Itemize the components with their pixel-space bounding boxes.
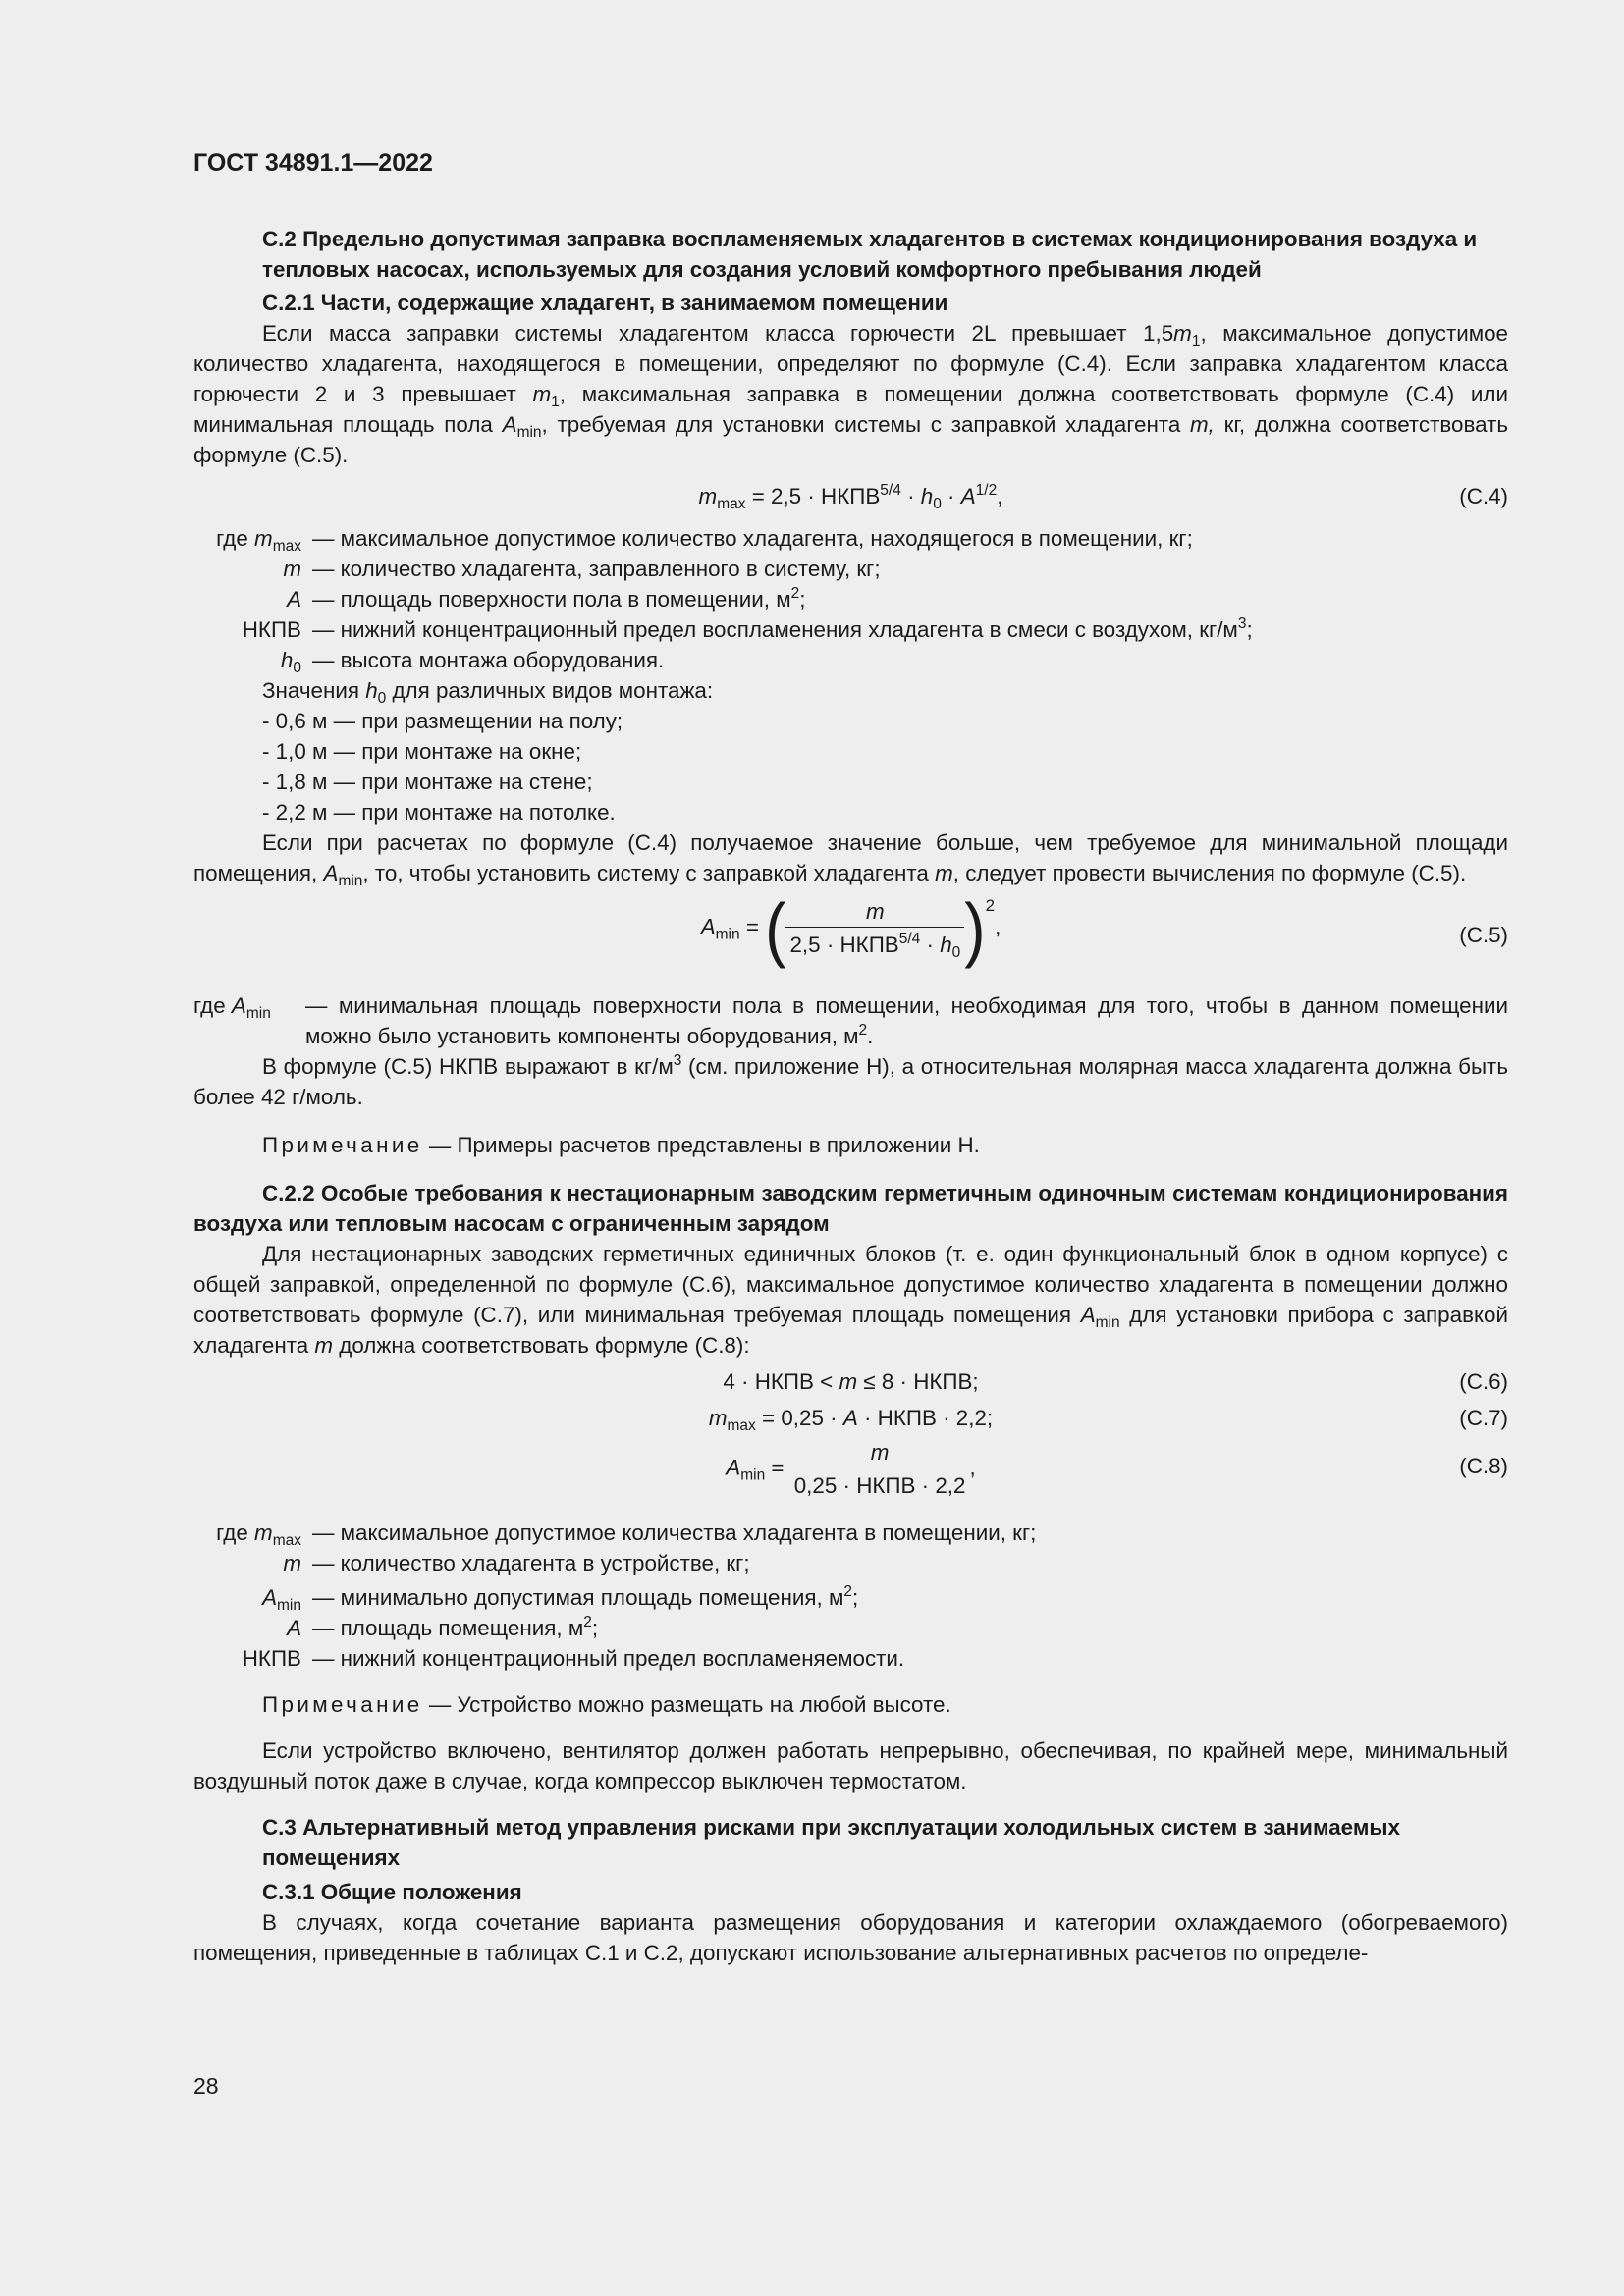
formula-c4-number: (С.4) (1459, 484, 1508, 508)
formula-c4: $m_{max} = 2,5$ · $НКПВ^{5/4} \cdot h_0 \cdot A^{1/2}$, (С.4) (698, 482, 1508, 512)
definition-row: где $m_{max}$ — максимальное допустимое количество хладагента, находящегося в помещении, кг; (216, 526, 1193, 555)
fraction: $\frac{m}{2,5 \cdot НКПВ^{5/4} \cdot h_0}$ (785, 896, 964, 960)
formula-c8: $A_{min}$ = $\frac{m}{\text{0,25 · НКПВ · 2,2}}$ , (С.8) (193, 1437, 1508, 1496)
definition-row: НКПВ — нижний концентрационный предел воспламенения хладагента в смеси с воздухом, $кг/м^3$; (242, 615, 1253, 642)
definition-row: A — площадь помещения, $м^2$; (287, 1614, 599, 1640)
c22-paragraph-1: Для нестационарных заводских герметичных единичных блоков (т. е. один функциональный блок в одном корпусе) с общей заправкой, определенной по формуле (С.6), максимальное допустимое количество хладагента в помещении должно соответствовать формуле (С.7), или минимальная требуемая площадь помещения $A_{min}$ для установки прибора с заправкой хладагента m должна соответствовать формуле (С.8): (193, 1242, 1508, 1358)
formula-c5-number: (С.5) (1459, 923, 1508, 947)
c21-paragraph-2: Если при расчетах по формуле (С.4) получаемое значение больше, чем требуемое для минимальной площади помещения, $A_{min}$, то, чтобы установить систему с заправкой хладагента m, следует провести вычисления по формуле (С.5). (193, 830, 1508, 889)
section-c3-heading: С.3 Альтернативный метод управления рисками при эксплуатации холодильных систем в занимаемых помещениях (262, 1815, 1400, 1870)
definition-row: $A_{min}$ — минимально допустимая площадь помещения, $м^2$; (262, 1583, 859, 1614)
right-paren: ) (964, 887, 986, 969)
c5-definition: где $A_{min}$ — минимальная площадь поверхности пола в помещении, необходимая для того, чтобы в данном помещении можно было установить компоненты оборудования, $м^2$. (193, 993, 1508, 1048)
formula-c6-number: (С.6) (1459, 1369, 1508, 1394)
list-item: - 1,0 м — при монтаже на окне; (262, 739, 582, 764)
fraction: $\frac{m}{\text{0,25 · НКПВ · 2,2}}$ (790, 1437, 970, 1501)
definition-row: $h_0$ — высота монтажа оборудования. (280, 648, 665, 676)
list-item: - 1,8 м — при монтаже на стене; (262, 770, 593, 794)
formula-c7-number: (С.7) (1459, 1406, 1508, 1430)
section-c31-heading: С.3.1 Общие положения (262, 1880, 522, 1904)
definition-row: A — площадь поверхности пола в помещении, $м^2$; (287, 585, 806, 612)
c4-definitions (193, 523, 1508, 675)
c21-paragraph-3: В формуле (С.5) НКПВ выражают в $кг/м^3$ (см. приложение Н), а относительная молярная масса хладагента должна быть более 42 г/моль. (193, 1052, 1508, 1109)
formula-c6: 4 · НКПВ < m ≤ 8 · НКПВ; (С.6) (193, 1366, 1508, 1397)
c21-note: Примечание — Примеры расчетов представлены в приложении Н. (262, 1133, 980, 1157)
list-item: - 0,6 м — при размещении на полу; (262, 709, 623, 733)
definition-row: НКПВ — нижний концентрационный предел воспламеняемости. (242, 1646, 905, 1671)
c22-note: Примечание — Устройство можно размещать на любой высоте. (262, 1692, 951, 1717)
page-number: 28 (193, 2073, 219, 2099)
formula-c8-number: (С.8) (1459, 1454, 1508, 1478)
section-c21-heading: С.2.1 Части, содержащие хладагент, в занимаемом помещении (262, 291, 948, 315)
c21-paragraph-1: Если масса заправки системы хладагентом класса горючести 2L превышает $1,5m_1$, максимальное допустимое количество хладагента, находящегося в помещении, определяют по формуле (С.4). Если заправка хладагентом класса горючести 2 и 3 превышает $m_1$, максимальная заправка в помещении должна соответствовать формуле (С.4) или минимальная площадь пола $A_{min}$, требуемая для установки системы с заправкой хладагента m, кг, должна соответствовать формуле (С.5). (193, 321, 1509, 467)
section-c2-heading: С.2 Предельно допустимая заправка воспламеняемых хладагентов в системах кондиционирования воздуха и тепловых насосах, используемых для создания условий комфортного пребывания людей (262, 227, 1478, 282)
formula-c7: $m_{max} = 0,25 \cdot A$ · НКПВ · 2,2; (С.7) (193, 1403, 1508, 1433)
list-item: - 2,2 м — при монтаже на потолке. (262, 800, 616, 825)
section-c22-heading: С.2.2 Особые требования к нестационарным заводским герметичным одиночным системам кондиционирования воздуха или тепловым насосам с ограниченным зарядом (193, 1181, 1508, 1236)
c31-paragraph-1: В случаях, когда сочетание варианта размещения оборудования и категории охлаждаемого (обогреваемого) помещения, приведенные в таблицах С.1 и С.2, допускают использование альтернативных расчетов по определе- (193, 1910, 1508, 1965)
page-content (193, 224, 1508, 1968)
definition-row: где $m_{max}$ — максимальное допустимое количества хладагента в помещении, кг; (216, 1521, 1037, 1549)
formula-c5: $A_{min}$ = ( $\frac{m}{2,5 \cdot НКПВ^{5/4} \cdot h_0}$ )2, (С.5) (700, 887, 1508, 969)
definition-row: m — количество хладагента, заправленного в систему, кг; (283, 557, 881, 581)
c8-definitions (193, 1518, 1508, 1674)
document-header: ГОСТ 34891.1—2022 (193, 149, 433, 177)
h0-intro: Значения $h_0$ для различных видов монтажа: (262, 678, 714, 707)
left-paren: ( (765, 887, 786, 969)
c22-paragraph-2: Если устройство включено, вентилятор должен работать непрерывно, обеспечивая, по крайней мере, минимальный воздушный поток даже в случае, когда компрессор выключен термостатом. (193, 1738, 1508, 1793)
definition-row: m — количество хладагента в устройстве, кг; (283, 1551, 750, 1575)
